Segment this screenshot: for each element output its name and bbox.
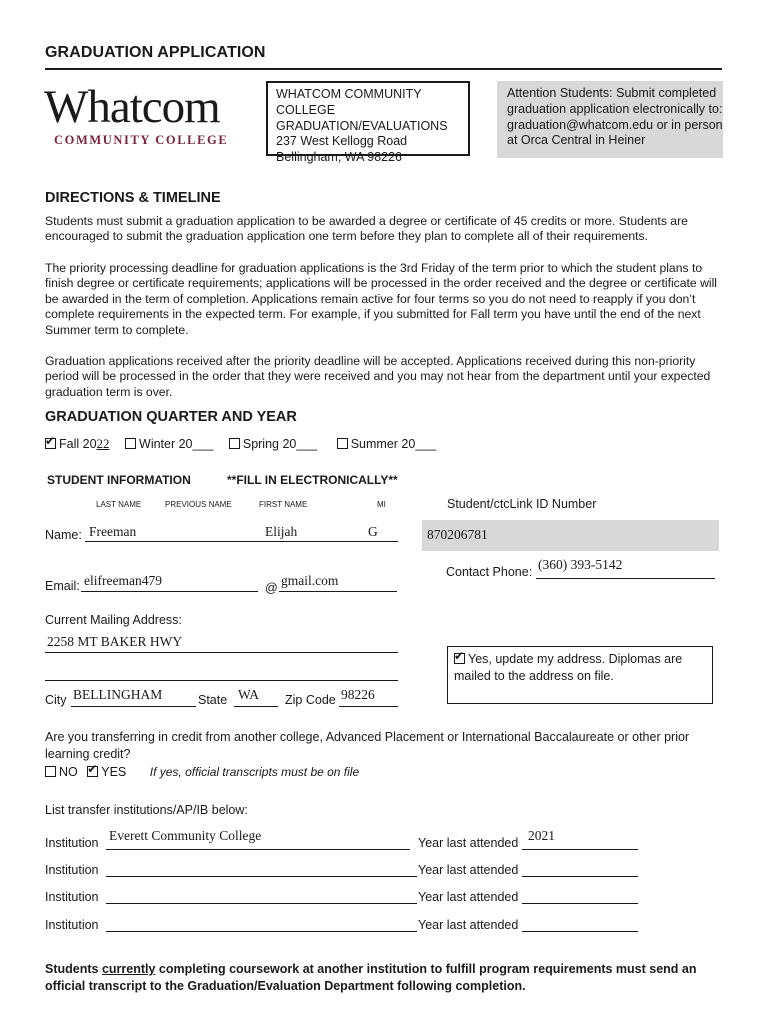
year-attended-label: Year last attended bbox=[418, 863, 519, 877]
phone-underline bbox=[536, 578, 715, 579]
contact-phone-field[interactable]: (360) 393-5142 bbox=[538, 557, 623, 572]
transfer-answer bbox=[45, 765, 359, 779]
currently-emphasis: currently bbox=[101, 962, 156, 976]
name-underline bbox=[85, 541, 398, 542]
student-id-field[interactable] bbox=[422, 520, 719, 551]
address-line: 237 West Kellogg Road bbox=[276, 134, 408, 149]
directions-paragraph-2: The priority processing deadline for graduation applications is the 3rd Friday of the term prior to which the student plans to finish degree or certificate requirements; applications will be processed in the order received and the degree or certificate will be awarded in the term of completion. Applications remain active for four terms so you do not need to reapply if you don’t complete requirements in the expected term. For example, if you submitted for Fall term you have until the end of the next Summer term to complete. bbox=[45, 261, 718, 337]
college-logo-wordmark: Whatcom bbox=[44, 81, 220, 133]
fall-checkbox[interactable] bbox=[45, 438, 56, 449]
address-line: Bellingham, WA 98226 bbox=[276, 150, 403, 165]
city-label: City bbox=[45, 693, 67, 707]
update-address-checkbox[interactable] bbox=[454, 653, 465, 664]
transfer-yes-checkbox[interactable] bbox=[87, 766, 98, 777]
submission-notice: Attention Students: Submit completed graduation application electronically to: graduation@whatcom.edu or in person at Orca Central in Heiner bbox=[497, 81, 723, 158]
institution-label: Institution bbox=[45, 890, 99, 904]
contact-phone-label: Contact Phone: bbox=[446, 565, 533, 579]
email-domain-underline bbox=[279, 591, 397, 592]
institution-label: Institution bbox=[45, 836, 99, 850]
transcripts-note: If yes, official transcripts must be on file bbox=[149, 765, 360, 779]
state-underline bbox=[234, 706, 278, 707]
year-attended-label: Year last attended bbox=[418, 890, 519, 904]
email-user-underline bbox=[81, 591, 258, 592]
directions-paragraph-1: Students must submit a graduation application to be awarded a degree or certificate of 45 credits or more. Students are encouraged to submit the graduation application one term before they plan to complete all of their requirements. bbox=[45, 214, 688, 244]
first-name-column-label: FIRST NAME bbox=[259, 500, 308, 509]
address-line-1-underline bbox=[45, 652, 398, 653]
zip-field[interactable]: 98226 bbox=[341, 687, 375, 702]
student-info-heading: STUDENT INFORMATION bbox=[47, 473, 191, 487]
email-label: Email: bbox=[45, 579, 80, 593]
institution-label: Institution bbox=[45, 863, 99, 877]
state-label: State bbox=[198, 693, 228, 707]
transfer-question: Are you transferring in credit from another college, Advanced Placement or International Baccalaureate or other prior learning credit? bbox=[45, 730, 690, 761]
transcript-requirement-note: Students currently completing coursework at another institution to fulfill program requirements must send an official transcript to the Graduation/Evaluation Department following completion. bbox=[45, 962, 697, 993]
institution-underline bbox=[106, 849, 410, 850]
update-address-box bbox=[447, 646, 713, 704]
last-name-column-label: LAST NAME bbox=[96, 500, 142, 509]
institution-label: Institution bbox=[45, 918, 99, 932]
directions-paragraph-3: Graduation applications received after the priority deadline will be accepted. Applications received during this non-priority period will be processed in the order that they were received and you may not hear from the department until your expected graduation term is over. bbox=[45, 354, 711, 399]
previous-name-column-label: PREVIOUS NAME bbox=[165, 500, 232, 509]
address-line-1-field[interactable]: 2258 MT BAKER HWY bbox=[47, 634, 183, 649]
mailing-address-label: Current Mailing Address: bbox=[45, 613, 182, 627]
page-title: GRADUATION APPLICATION bbox=[45, 44, 266, 61]
spring-checkbox[interactable] bbox=[229, 438, 240, 449]
address-line-2-underline[interactable] bbox=[45, 680, 398, 681]
spring-option[interactable]: Spring 20___ bbox=[229, 437, 317, 451]
fill-electronically-note: **FILL IN ELECTRONICALLY** bbox=[227, 473, 398, 487]
quarter-options bbox=[45, 436, 436, 452]
directions-heading: DIRECTIONS & TIMELINE bbox=[45, 190, 221, 206]
transfer-no-checkbox[interactable] bbox=[45, 766, 56, 777]
zip-label: Zip Code bbox=[285, 693, 336, 707]
first-name-field[interactable]: Elijah bbox=[265, 524, 298, 539]
fall-year-field[interactable]: 22 bbox=[96, 436, 110, 451]
state-field[interactable]: WA bbox=[238, 687, 259, 702]
year-attended-field[interactable] bbox=[522, 931, 638, 932]
institution-field[interactable] bbox=[106, 931, 417, 932]
institution-field[interactable] bbox=[106, 876, 417, 877]
college-logo-subtitle: COMMUNITY COLLEGE bbox=[54, 133, 229, 147]
address-line: GRADUATION/EVALUATIONS bbox=[276, 118, 448, 133]
zip-underline bbox=[339, 706, 398, 707]
mi-column-label: MI bbox=[377, 500, 386, 509]
year-attended-field[interactable] bbox=[522, 903, 638, 904]
institution-field[interactable]: Everett Community College bbox=[109, 828, 262, 843]
year-attended-label: Year last attended bbox=[418, 836, 519, 850]
transfer-no-option[interactable]: NO bbox=[45, 765, 78, 779]
winter-checkbox[interactable] bbox=[125, 438, 136, 449]
title-divider bbox=[45, 68, 722, 70]
transfer-list-label: List transfer institutions/AP/IB below: bbox=[45, 803, 248, 817]
institution-field[interactable] bbox=[106, 903, 417, 904]
email-domain-field[interactable]: gmail.com bbox=[281, 573, 339, 588]
year-attended-field[interactable] bbox=[522, 876, 638, 877]
email-user-field[interactable]: elifreeman479 bbox=[84, 573, 162, 588]
update-address-text: Yes, update my address. Diplomas are mailed to the address on file. bbox=[454, 652, 683, 683]
summer-option[interactable]: Summer 20___ bbox=[337, 437, 436, 451]
address-line: WHATCOM COMMUNITY COLLEGE bbox=[276, 87, 422, 117]
winter-option[interactable]: Winter 20___ bbox=[125, 437, 213, 451]
college-address-box bbox=[266, 81, 470, 165]
transfer-yes-option[interactable]: ✔ YES bbox=[87, 765, 126, 779]
middle-initial-field[interactable]: G bbox=[368, 524, 378, 539]
at-sign: @ bbox=[265, 581, 278, 595]
student-id-label: Student/ctcLink ID Number bbox=[447, 497, 597, 511]
name-label: Name: bbox=[45, 528, 82, 542]
fall-option[interactable]: ✔Fall 2022 bbox=[45, 437, 110, 451]
city-field[interactable]: BELLINGHAM bbox=[73, 687, 163, 702]
summer-checkbox[interactable] bbox=[337, 438, 348, 449]
quarter-heading: GRADUATION QUARTER AND YEAR bbox=[45, 409, 297, 425]
year-attended-field[interactable]: 2021 bbox=[528, 828, 555, 843]
student-id-value: 870206781 bbox=[427, 527, 488, 542]
last-name-field[interactable]: Freeman bbox=[89, 524, 137, 539]
year-underline bbox=[522, 849, 638, 850]
city-underline bbox=[71, 706, 196, 707]
year-attended-label: Year last attended bbox=[418, 918, 519, 932]
